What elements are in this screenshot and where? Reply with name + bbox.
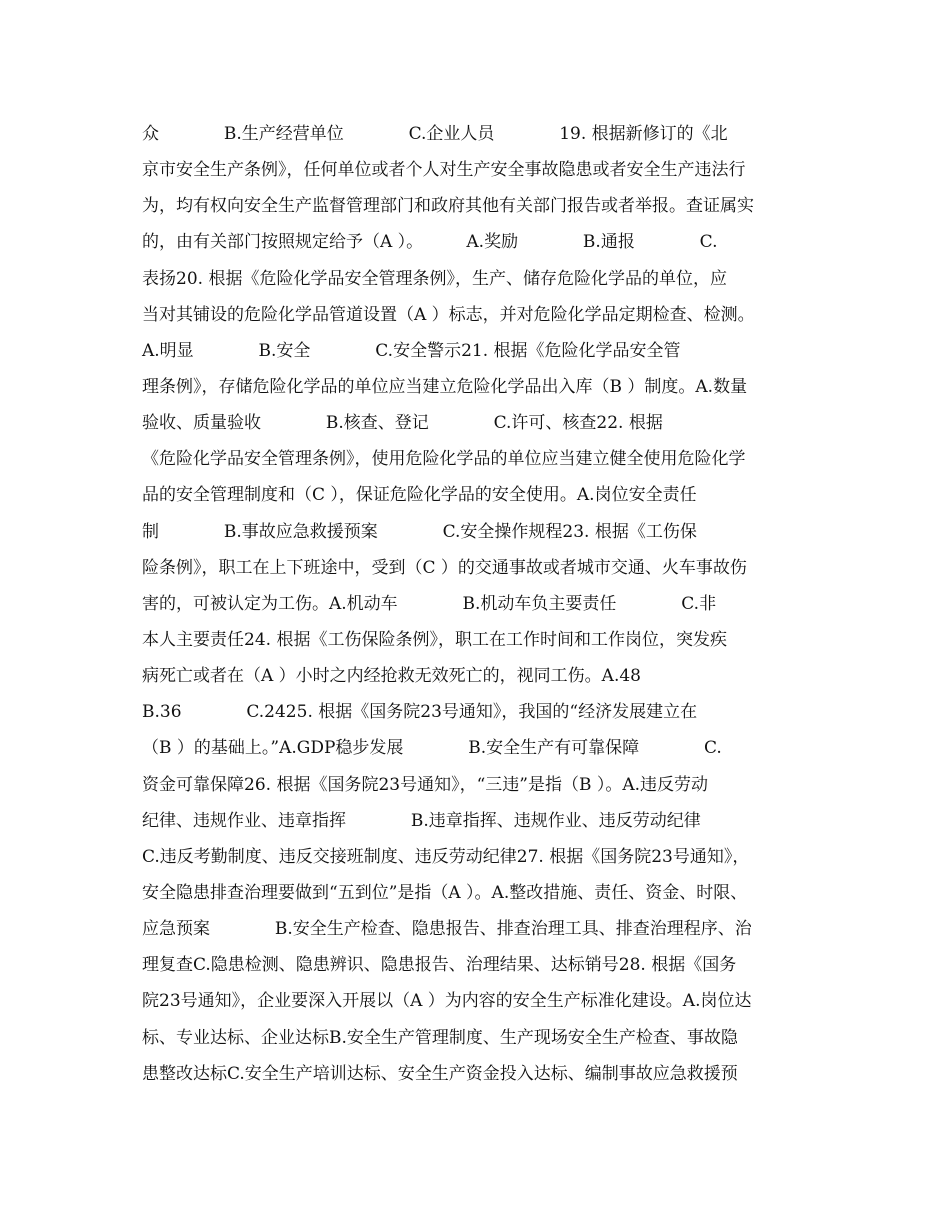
text-line: B.36 C.2425. 根据《国务院23号通知》，我国的“经济发展建立在: [142, 702, 698, 723]
text-line: 险条例》，职工在上下班途中，受到（C ）的交通事故或者城市交通、火车事故伤: [142, 557, 747, 578]
text-line: 标、专业达标、企业达标B.安全生产管理制度、生产现场安全生产检查、事故隐: [142, 1027, 738, 1048]
text-line: 京市安全生产条例》，任何单位或者个人对生产安全事故隐患或者安全生产违法行: [142, 160, 746, 181]
text-line: 患整改达标C.安全生产培训达标、安全生产资金投入达标、编制事故应急救援预: [142, 1063, 738, 1084]
text-line: 本人主要责任24. 根据《工伤保险条例》，职工在工作时间和工作岗位，突发疾: [142, 629, 727, 650]
text-line: 众 B.生产经营单位 C.企业人员 19. 根据新修订的《北: [142, 124, 728, 144]
text-line: 当对其铺设的危险化学品管道设置（A ）标志，并对危险化学品定期检查、检测。: [142, 304, 755, 325]
text-line: 应急预案 B.安全生产检查、隐患报告、排查治理工具、排查治理程序、治: [142, 919, 752, 940]
text-line: C.违反考勤制度、违反交接班制度、违反劳动纪律27. 根据《国务院23号通知》，: [142, 846, 750, 867]
text-line: 验收、质量验收 B.核查、登记 C.许可、核查22. 根据: [142, 413, 663, 434]
text-line: 品的安全管理制度和（C ），保证危险化学品的安全使用。A.岗位安全责任: [142, 485, 697, 506]
text-line: （B ）的基础上。”A.GDP稳步发展 B.安全生产有可靠保障 C.: [142, 738, 722, 759]
text-line: 理条例》，存储危险化学品的单位应当建立危险化学品出入库（B ）制度。A.数量: [142, 376, 748, 397]
text-line: 表扬20. 根据《危险化学品安全管理条例》，生产、储存危险化学品的单位，应: [142, 268, 727, 289]
text-line: 院23号通知》，企业要深入开展以（A ）为内容的安全生产标准化建设。A.岗位达: [142, 991, 752, 1012]
text-line: 《危险化学品安全管理条例》，使用危险化学品的单位应当建立健全使用危险化学: [142, 449, 746, 470]
text-line: 害的，可被认定为工伤。A.机动车 B.机动车负主要责任 C.非: [142, 593, 717, 614]
text-line: A.明显 B.安全 C.安全警示21. 根据《危险化学品安全管: [142, 340, 681, 361]
text-line: 纪律、违规作业、违章指挥 B.违章指挥、违规作业、违反劳动纪律: [142, 810, 701, 831]
text-line: 为，均有权向安全生产监督管理部门和政府其他有关部门报告或者举报。查证属实: [142, 196, 754, 217]
text-line: 理复查C.隐患检测、隐患辨识、隐患报告、治理结果、达标销号28. 根据《国务: [142, 955, 737, 976]
text-line: 病死亡或者在（A ）小时之内经抢救无效死亡的，视同工伤。A.48: [142, 666, 641, 687]
text-line: 资金可靠保障26. 根据《国务院23号通知》，“三违”是指（B ）。A.违反劳动: [142, 774, 709, 795]
text-line: 的，由有关部门按照规定给予（A ）。 A.奖励 B.通报 C.: [142, 232, 718, 253]
text-line: 制 B.事故应急救援预案 C.安全操作规程23. 根据《工伤保: [142, 521, 697, 542]
text-line: 安全隐患排查治理要做到“五到位”是指（A ）。A.整改措施、责任、资金、时限、: [142, 882, 748, 903]
document-body-text: [142, 116, 822, 1092]
